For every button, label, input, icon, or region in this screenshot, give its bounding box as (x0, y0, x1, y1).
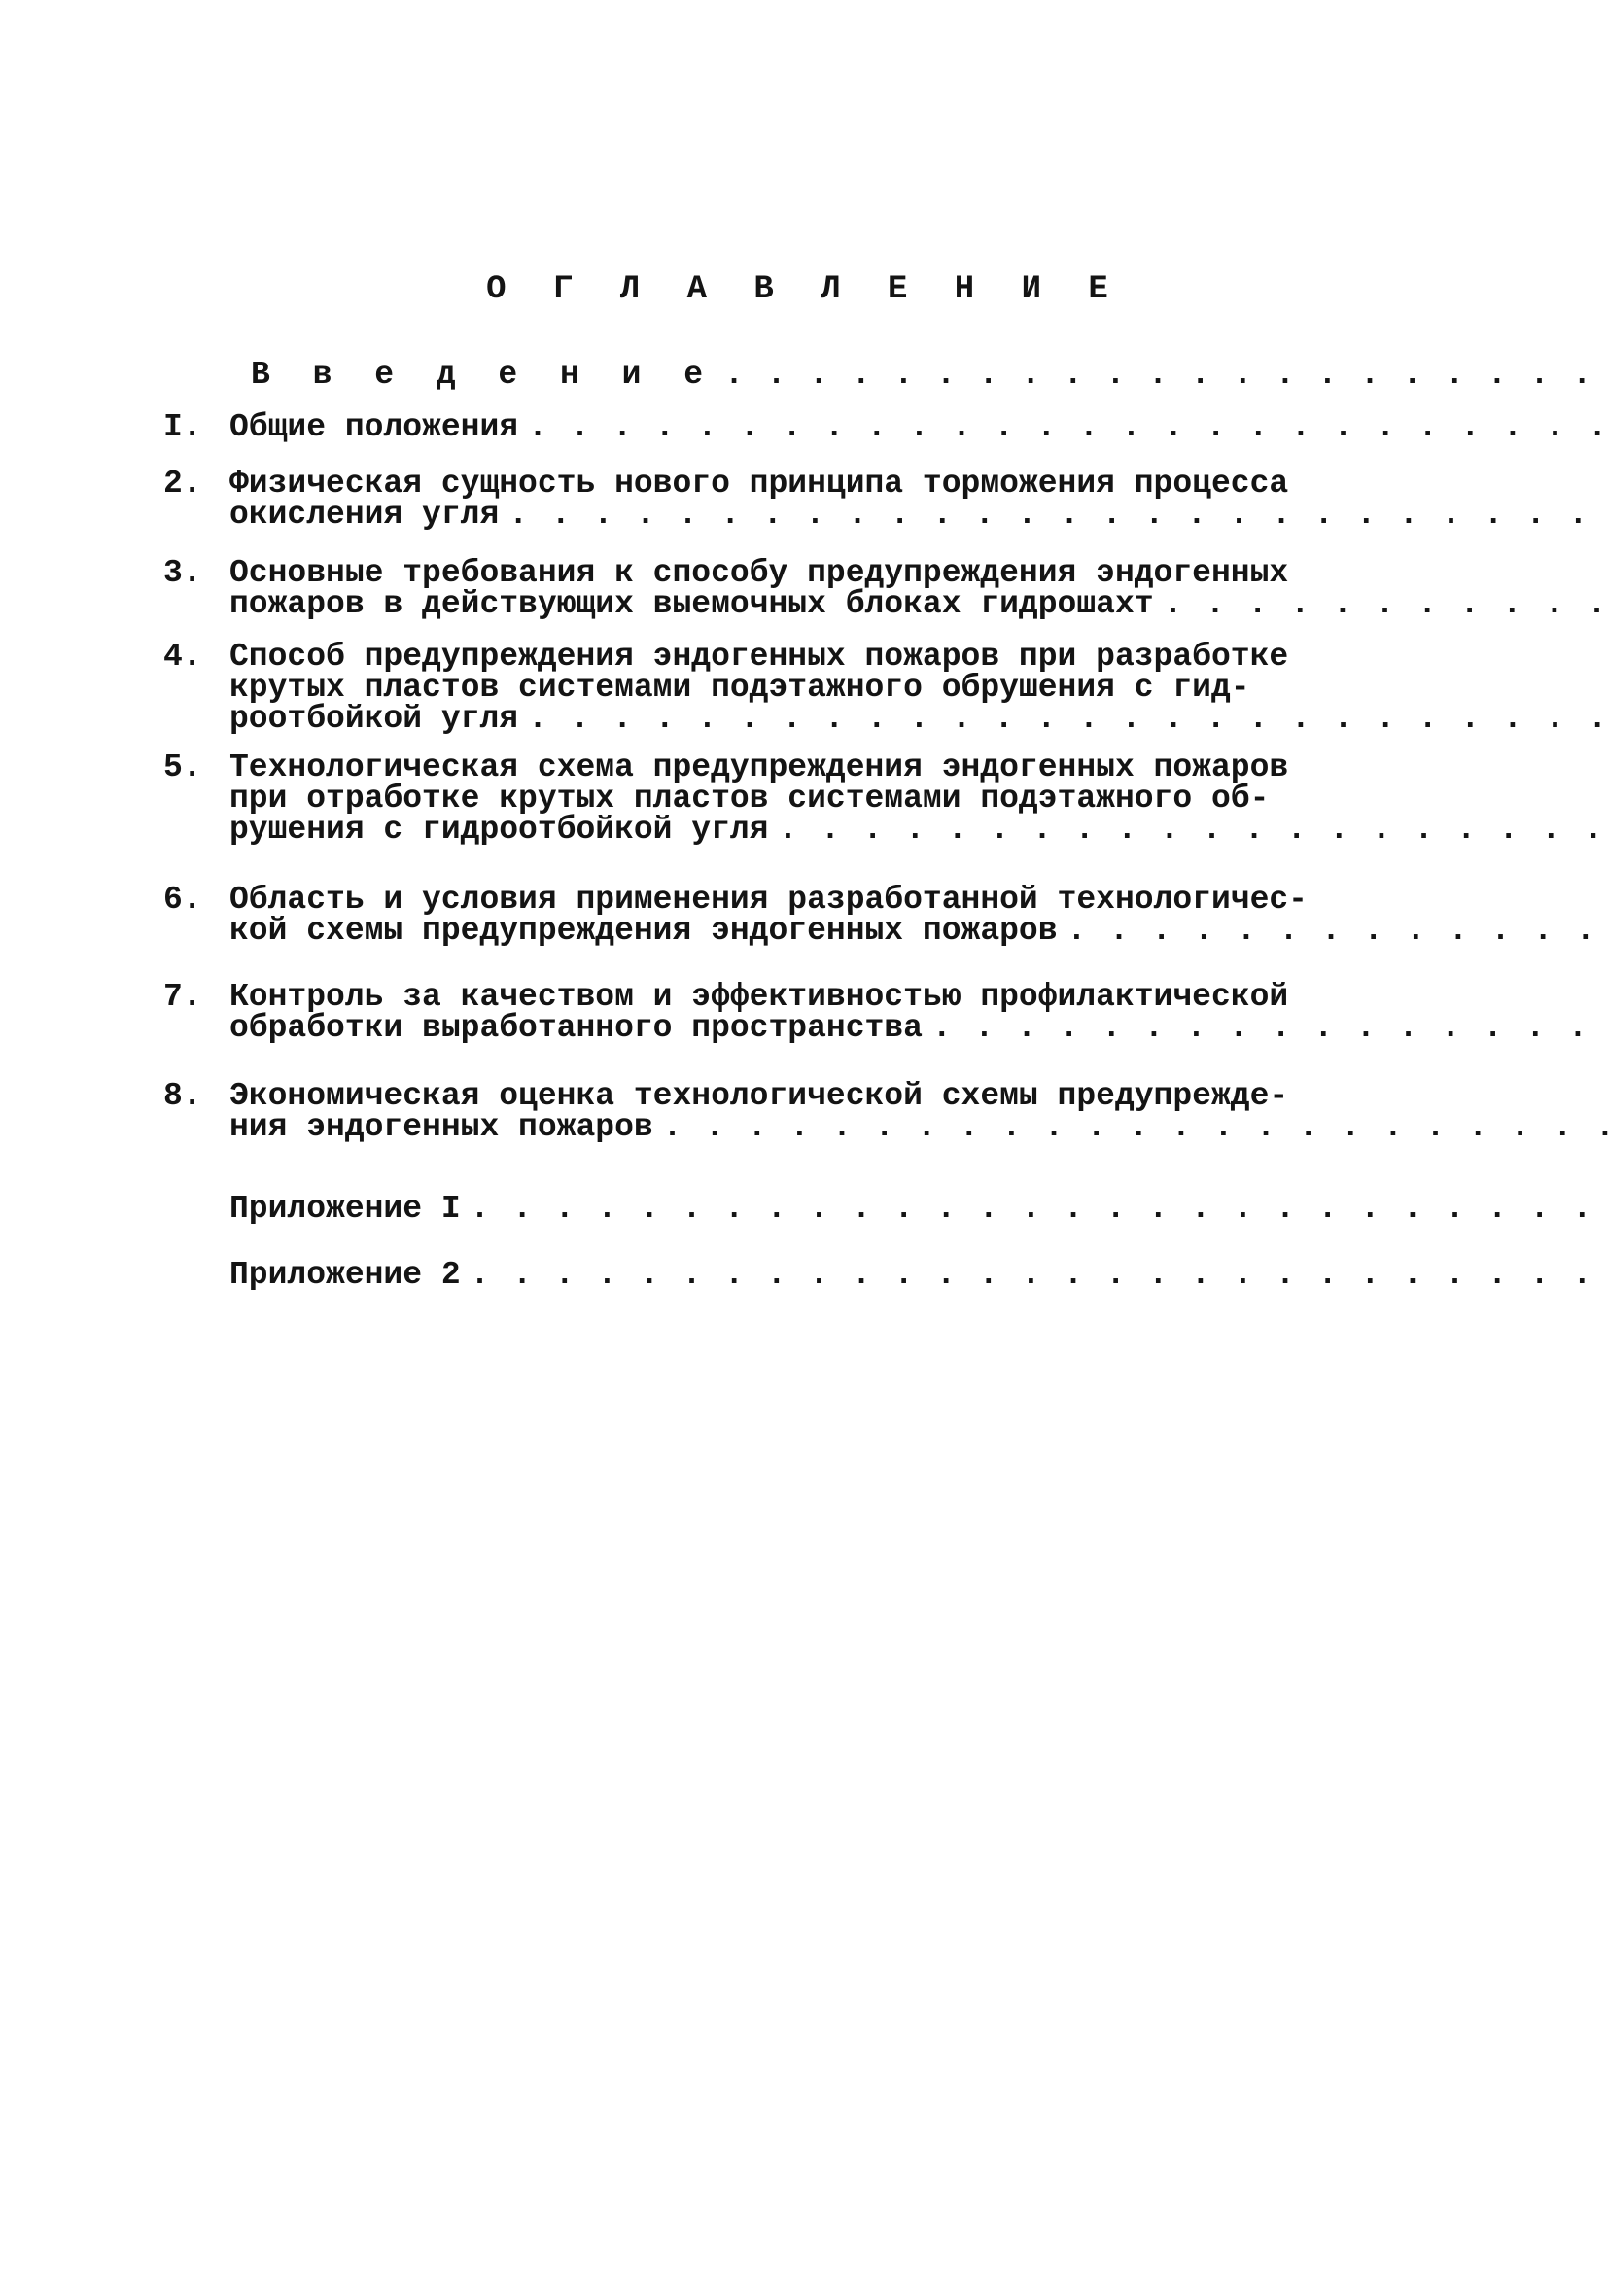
entry-title: окисления угля (229, 497, 500, 533)
entry-title: Приложение 2 (229, 1257, 461, 1293)
dot-leader (779, 815, 1608, 846)
entry-line: Область и условия применения разработанной технологичес- (229, 885, 1308, 916)
entry-title: Приложение I (229, 1191, 461, 1227)
entry-number: 7. (163, 979, 202, 1015)
entry-title: Общие положения (229, 409, 519, 445)
toc-entry-introduction[interactable] (163, 357, 1442, 393)
dot-leader (528, 704, 1608, 735)
dot-leader (528, 412, 1608, 443)
dot-leader (932, 1013, 1608, 1044)
dot-leader (724, 360, 1608, 391)
entry-line: Контроль за качеством и эффективностью профилактической (229, 982, 1289, 1013)
dot-leader (663, 1112, 1608, 1143)
entry-title: рушения с гидроотбойкой угля (229, 812, 769, 848)
toc-entry-appendix-1[interactable] (163, 1191, 1442, 1227)
entry-number: 2. (163, 466, 202, 502)
entry-title: кой схемы предупреждения эндогенных пожаров (229, 913, 1058, 949)
entry-number: I. (163, 409, 202, 445)
dot-leader (508, 500, 1608, 531)
dot-leader (471, 1194, 1608, 1225)
toc-entry-7[interactable] (163, 979, 1442, 1046)
toc-entry-4[interactable] (163, 639, 1442, 737)
toc-entry-6[interactable] (163, 882, 1442, 949)
entry-number: 6. (163, 882, 202, 918)
entry-line: Физическая сущность нового принципа торможения процесса (229, 469, 1289, 500)
entry-line: Основные требования к способу предупреждения эндогенных (229, 558, 1289, 589)
dot-leader (1164, 589, 1608, 620)
entry-number: 3. (163, 555, 202, 591)
toc-entry-1[interactable] (163, 409, 1442, 445)
toc-entry-3[interactable] (163, 555, 1442, 622)
entry-line: крутых пластов системами подэтажного обрушения с гид- (229, 673, 1250, 704)
toc-entry-8[interactable] (163, 1078, 1442, 1145)
toc-entry-2[interactable] (163, 466, 1442, 533)
entry-line: Способ предупреждения эндогенных пожаров при разработке (229, 642, 1289, 673)
entry-number: 5. (163, 749, 202, 785)
entry-line: при отработке крутых пластов системами подэтажного об- (229, 783, 1270, 815)
entry-line: Технологическая схема предупреждения эндогенных пожаров (229, 752, 1289, 783)
entry-line: Экономическая оценка технологической схемы предупрежде- (229, 1081, 1289, 1112)
entry-title: роотбойкой угля (229, 701, 519, 737)
dot-leader (1067, 916, 1608, 947)
dot-leader (471, 1260, 1608, 1291)
page-title: О Г Л А В Л Е Н И Е (486, 271, 1122, 308)
entry-title: обработки выработанного пространства (229, 1010, 923, 1046)
entry-title: ния эндогенных пожаров (229, 1109, 653, 1145)
toc-entry-appendix-2[interactable] (163, 1257, 1442, 1293)
entry-title: В в е д е н и е (251, 357, 716, 393)
entry-number: 8. (163, 1078, 202, 1114)
toc-entry-5[interactable] (163, 749, 1442, 848)
entry-number: 4. (163, 639, 202, 675)
entry-title: пожаров в действующих выемочных блоках гидрошахт (229, 586, 1154, 622)
